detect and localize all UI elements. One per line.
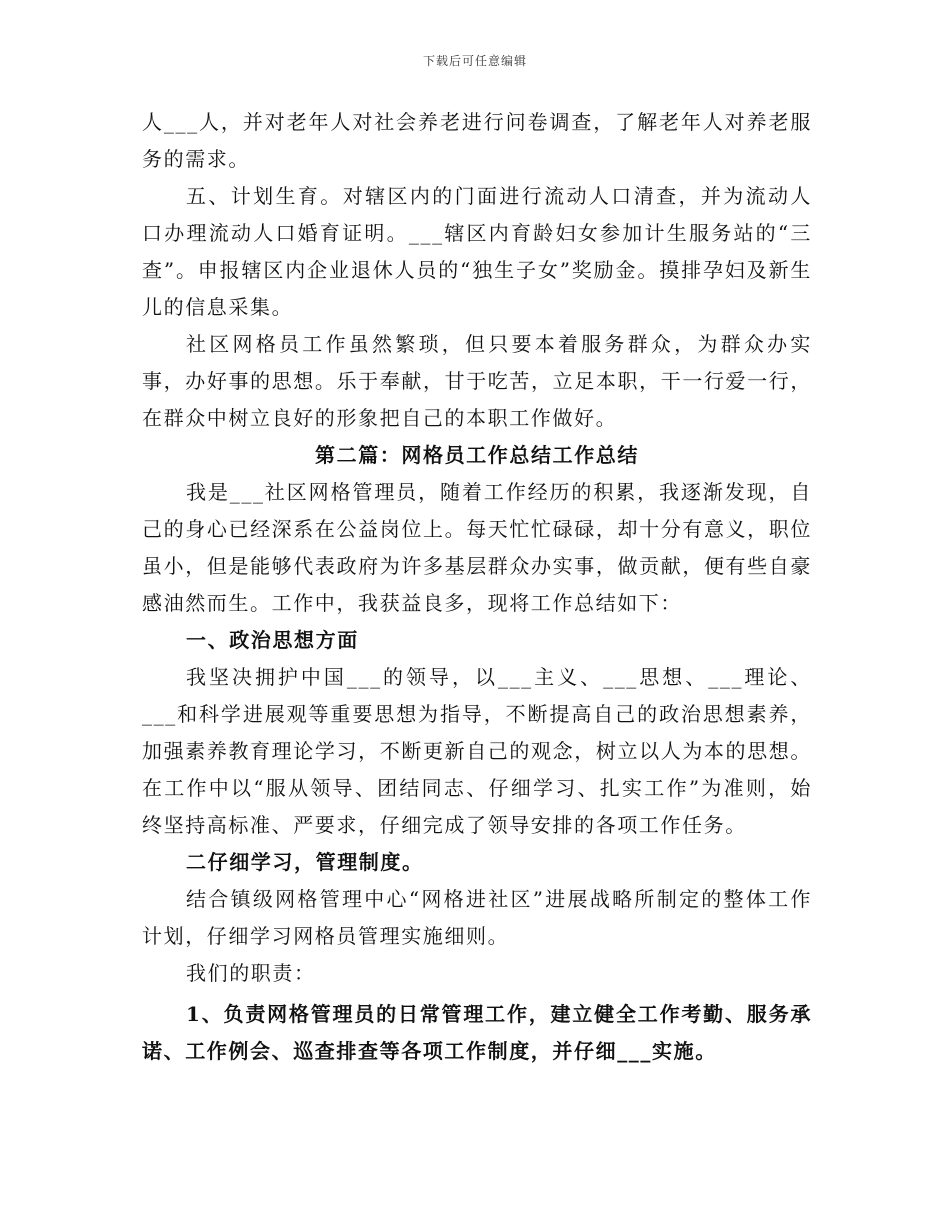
section-title: 第二篇：网格员工作总结工作总结 [315,443,639,467]
heading-study-management: 二仔细学习，管理制度。 [186,850,424,874]
paragraph-family-planning: 五、计划生育。对辖区内的门面进行流动人口清查，并为流动人口办理流动人口婚育证明。___辖区内育龄妇女参加计生服务站的“三查”。申报辖区内企业退休人员的“独生子女”奖励金。摸排孕妇及新生儿的信息采集。 [142,184,812,319]
document-body [142,104,812,1070]
paragraph-our-duties: 我们的职责： [186,961,316,985]
page-header: 下载后可任意编辑 [422,54,527,68]
paragraph-duty-1: 1、负责网格管理员的日常管理工作，建立健全工作考勤、服务承诺、工作例会、巡查排查等各项工作制度，并仔细___实施。 [142,1002,812,1063]
paragraph-political-thought: 我坚决拥护中国___的领导，以___主义、___思想、___理论、___和科学进展观等重要思想为指导，不断提高自己的政治思想素养，加强素养教育理论学习，不断更新自己的观念，树立以人为本的思想。在工作中以“服从领导、团结同志、仔细学习、扎实工作”为准则，始终坚持高标准、严要求，仔细完成了领导安排的各项工作任务。 [142,665,812,837]
paragraph-elderly-survey: 人___人，并对老年人对社会养老进行问卷调查，了解老年人对养老服务的需求。 [142,110,812,171]
paragraph-grid-work-summary: 社区网格员工作虽然繁琐，但只要本着服务群众，为群众办实事，办好事的思想。乐于奉献，甘于吃苦，立足本职，干一行爱一行，在群众中树立良好的形象把自己的本职工作做好。 [142,332,812,430]
paragraph-introduction: 我是___社区网格管理员，随着工作经历的积累，我逐渐发现，自己的身心已经深系在公益岗位上。每天忙忙碌碌，却十分有意义，职位虽小，但是能够代表政府为许多基层群众办实事，做贡献，便有些自豪感油然而生。工作中，我获益良多，现将工作总结如下： [142,480,812,615]
heading-political-thought: 一、政治思想方面 [186,628,359,652]
paragraph-study-plan: 结合镇级网格管理中心“网格进社区”进展战略所制定的整体工作计划，仔细学习网格员管理实施细则。 [142,887,812,948]
